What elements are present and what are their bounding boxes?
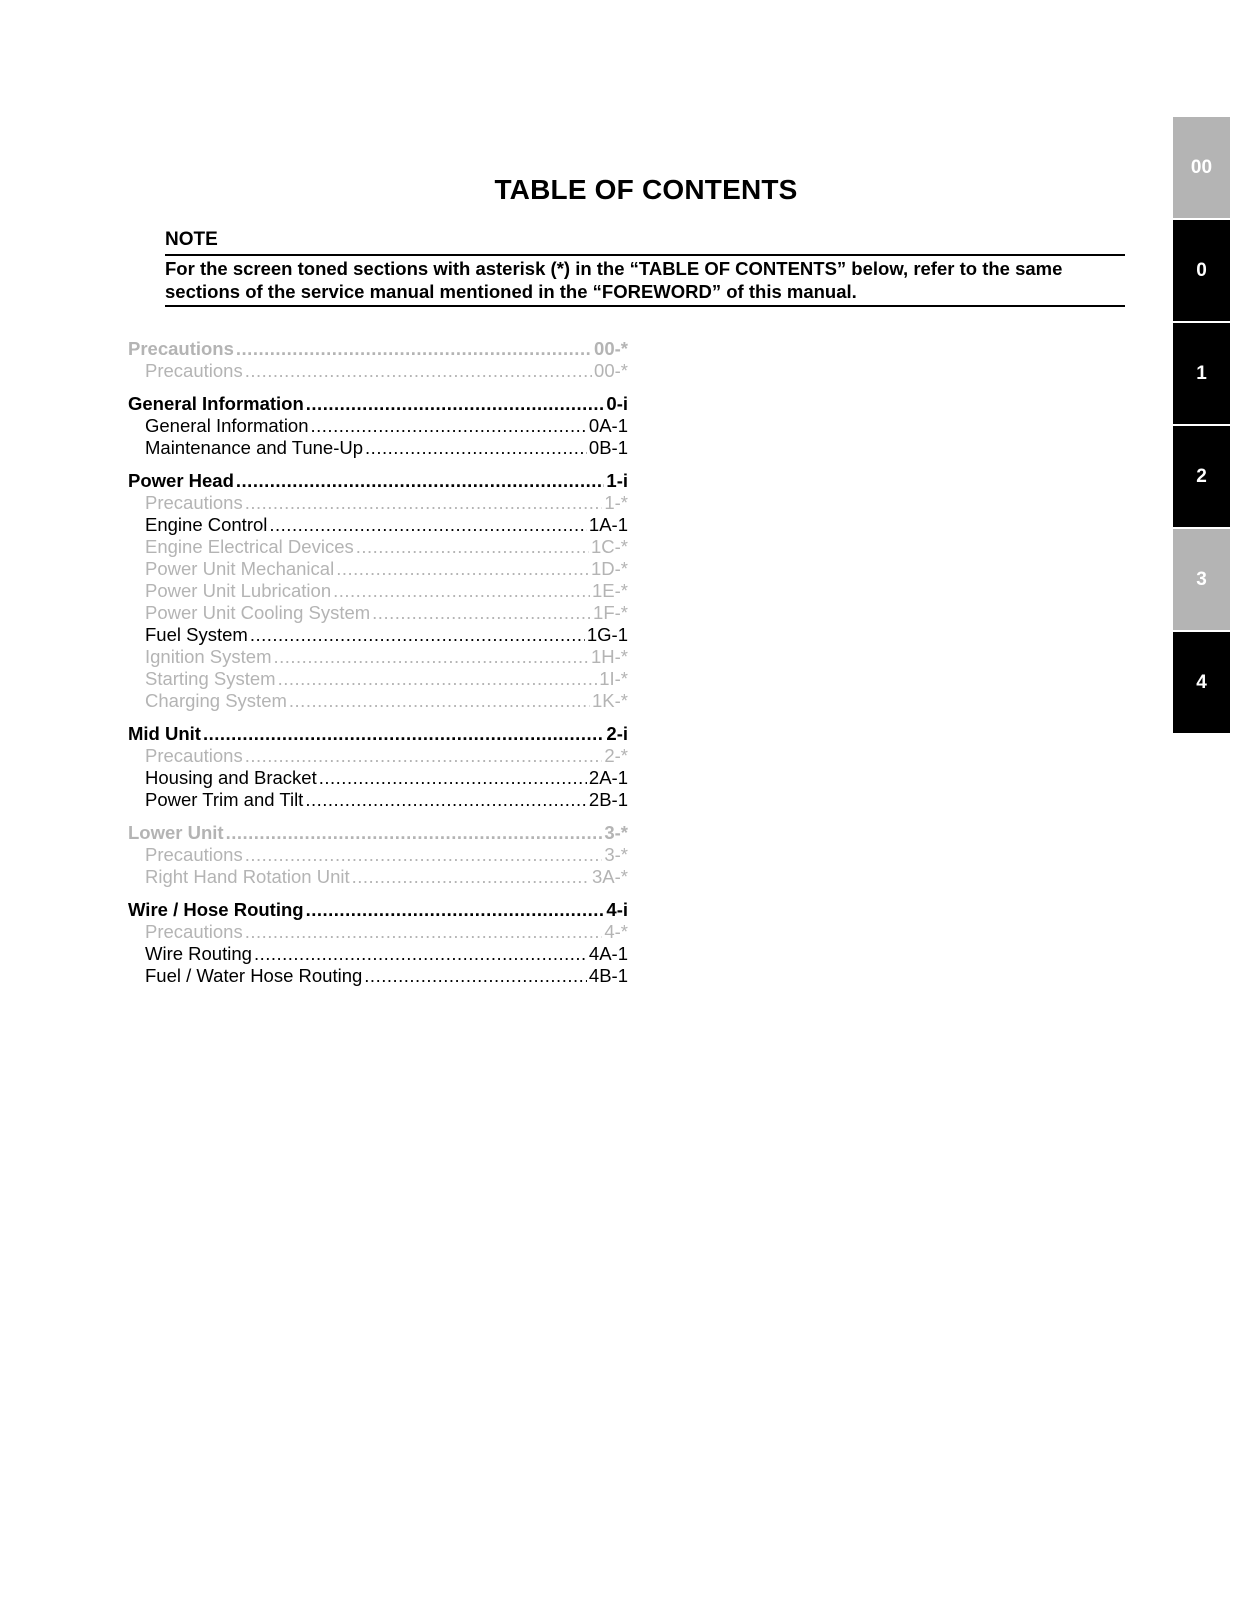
toc-entry-label: Precautions bbox=[145, 844, 243, 865]
section-tab-3[interactable]: 3 bbox=[1173, 529, 1230, 630]
toc-entry-page: 00-* bbox=[594, 360, 628, 381]
toc-section-heading[interactable] bbox=[128, 393, 628, 415]
toc-entry-page: 3A-* bbox=[592, 866, 628, 887]
toc-entry-page: 0A-1 bbox=[588, 415, 628, 436]
dot-leader bbox=[372, 602, 591, 624]
toc-entry-label: Power Unit Lubrication bbox=[145, 580, 332, 601]
toc-entry-page: 4-i bbox=[606, 899, 628, 920]
toc-entry-page: 0B-1 bbox=[588, 437, 628, 458]
section-tabs bbox=[1173, 117, 1230, 735]
toc-entry[interactable] bbox=[128, 921, 628, 943]
dot-leader bbox=[289, 690, 590, 712]
toc-entry-page: 2A-1 bbox=[588, 767, 628, 788]
dot-leader bbox=[203, 723, 604, 745]
toc-entry-label: Fuel System bbox=[145, 624, 248, 645]
toc-entry-page: 2-i bbox=[606, 723, 628, 744]
note-top-rule bbox=[165, 254, 1125, 256]
toc-entry[interactable] bbox=[128, 866, 628, 888]
dot-leader bbox=[245, 844, 603, 866]
dot-leader bbox=[245, 360, 592, 382]
toc-section-heading[interactable] bbox=[128, 723, 628, 745]
toc-section bbox=[128, 723, 628, 811]
toc-entry[interactable] bbox=[128, 745, 628, 767]
toc-section-heading[interactable] bbox=[128, 899, 628, 921]
section-tab-2[interactable]: 2 bbox=[1173, 426, 1230, 527]
dot-leader bbox=[356, 536, 589, 558]
dot-leader bbox=[364, 965, 587, 987]
dot-leader bbox=[236, 470, 605, 492]
dot-leader bbox=[226, 822, 603, 844]
toc-entry[interactable] bbox=[128, 536, 628, 558]
toc-entry-label: Charging System bbox=[145, 690, 287, 711]
toc-entry-label: Fuel / Water Hose Routing bbox=[145, 965, 363, 986]
toc-entry[interactable] bbox=[128, 668, 628, 690]
section-tab-00[interactable]: 00 bbox=[1173, 117, 1230, 218]
toc-entry-page: 1A-1 bbox=[588, 514, 628, 535]
toc-entry-label: Engine Control bbox=[145, 514, 268, 535]
toc-entry-label: Power Trim and Tilt bbox=[145, 789, 304, 810]
toc-entry[interactable] bbox=[128, 789, 628, 811]
toc-entry[interactable] bbox=[128, 602, 628, 624]
toc-entry-label: Ignition System bbox=[145, 646, 272, 667]
toc-entry-page: 1H-* bbox=[590, 646, 628, 667]
dot-leader bbox=[236, 338, 592, 360]
toc-section bbox=[128, 899, 628, 987]
toc-entry-page: 0-i bbox=[606, 393, 628, 414]
toc-section bbox=[128, 338, 628, 382]
dot-leader bbox=[269, 514, 587, 536]
dot-leader bbox=[245, 745, 603, 767]
toc-entry-label: Starting System bbox=[145, 668, 276, 689]
dot-leader bbox=[352, 866, 590, 888]
toc-entry[interactable] bbox=[128, 646, 628, 668]
toc-entry-page: 1K-* bbox=[592, 690, 628, 711]
toc-entry-label: Engine Electrical Devices bbox=[145, 536, 354, 557]
toc-entry[interactable] bbox=[128, 943, 628, 965]
toc-entry-label: Lower Unit bbox=[128, 822, 224, 843]
toc-entry[interactable] bbox=[128, 767, 628, 789]
dot-leader bbox=[305, 789, 587, 811]
toc-entry-label: Precautions bbox=[145, 745, 243, 766]
note-text: For the screen toned sections with asterisk (*) in the “TABLE OF CONTENTS” below, refer to the same sections of the service manual mentioned in the “FOREWORD” of this manual. bbox=[165, 258, 1063, 302]
toc-entry-page: 2B-1 bbox=[588, 789, 628, 810]
section-tab-0[interactable]: 0 bbox=[1173, 220, 1230, 321]
section-tab-1[interactable]: 1 bbox=[1173, 323, 1230, 424]
dot-leader bbox=[365, 437, 587, 459]
toc-entry-page: 1G-1 bbox=[586, 624, 628, 645]
toc-entry[interactable] bbox=[128, 558, 628, 580]
dot-leader bbox=[306, 393, 605, 415]
toc-section-heading[interactable] bbox=[128, 470, 628, 492]
section-tab-4[interactable]: 4 bbox=[1173, 632, 1230, 733]
toc-entry-page: 1-* bbox=[604, 492, 628, 513]
dot-leader bbox=[245, 921, 603, 943]
toc-section-heading[interactable] bbox=[128, 822, 628, 844]
toc-entry-label: Housing and Bracket bbox=[145, 767, 317, 788]
toc-entry-page: 4-* bbox=[604, 921, 628, 942]
toc-entry-label: Power Unit Mechanical bbox=[145, 558, 335, 579]
dot-leader bbox=[250, 624, 585, 646]
note-bottom-rule bbox=[165, 305, 1125, 307]
toc-entry-page: 1-i bbox=[606, 470, 628, 491]
toc-entry-page: 3-* bbox=[604, 822, 628, 843]
toc-entry-label: Wire Routing bbox=[145, 943, 252, 964]
toc-entry-page: 4A-1 bbox=[588, 943, 628, 964]
toc-entry-label: Power Head bbox=[128, 470, 234, 491]
toc-entry-label: Precautions bbox=[145, 921, 243, 942]
dot-leader bbox=[311, 415, 587, 437]
toc-section-heading[interactable] bbox=[128, 338, 628, 360]
toc-entry-page: 1E-* bbox=[592, 580, 628, 601]
toc-entry-label: Right Hand Rotation Unit bbox=[145, 866, 350, 887]
toc-entry[interactable] bbox=[128, 965, 628, 987]
toc-section bbox=[128, 393, 628, 459]
toc-entry-page: 4B-1 bbox=[588, 965, 628, 986]
toc-entry-label: Wire / Hose Routing bbox=[128, 899, 304, 920]
dot-leader bbox=[273, 646, 589, 668]
toc-entry-label: General Information bbox=[145, 415, 309, 436]
toc-entry[interactable] bbox=[128, 360, 628, 382]
toc-entry[interactable] bbox=[128, 415, 628, 437]
toc-section bbox=[128, 822, 628, 888]
dot-leader bbox=[319, 767, 587, 789]
toc-entry[interactable] bbox=[128, 624, 628, 646]
toc-entry-label: Power Unit Cooling System bbox=[145, 602, 371, 623]
toc-entry[interactable] bbox=[128, 690, 628, 712]
toc-entry-page: 2-* bbox=[604, 745, 628, 766]
toc-entry-label: Precautions bbox=[128, 338, 234, 359]
toc-entry-page: 1F-* bbox=[593, 602, 628, 623]
toc-entry[interactable] bbox=[128, 844, 628, 866]
dot-leader bbox=[333, 580, 590, 602]
toc-entry-page: 00-* bbox=[594, 338, 628, 359]
toc-entry-label: Precautions bbox=[145, 360, 243, 381]
toc-section bbox=[128, 470, 628, 712]
dot-leader bbox=[245, 492, 603, 514]
page-title: TABLE OF CONTENTS bbox=[494, 174, 798, 205]
toc-entry-page: 1C-* bbox=[590, 536, 628, 557]
toc-entry[interactable] bbox=[128, 492, 628, 514]
toc-entry-label: Precautions bbox=[145, 492, 243, 513]
dot-leader bbox=[306, 899, 605, 921]
dot-leader bbox=[254, 943, 587, 965]
toc-entry[interactable] bbox=[128, 514, 628, 536]
toc-entry-label: Mid Unit bbox=[128, 723, 201, 744]
note-label: NOTE bbox=[165, 229, 218, 250]
toc-entry-label: General Information bbox=[128, 393, 304, 414]
dot-leader bbox=[278, 668, 598, 690]
toc-entry[interactable] bbox=[128, 437, 628, 459]
toc-entry-page: 1D-* bbox=[590, 558, 628, 579]
toc-entry[interactable] bbox=[128, 580, 628, 602]
toc-entry-page: 1I-* bbox=[599, 668, 628, 689]
dot-leader bbox=[336, 558, 589, 580]
toc-entry-label: Maintenance and Tune-Up bbox=[145, 437, 364, 458]
table-of-contents bbox=[128, 338, 628, 998]
toc-entry-page: 3-* bbox=[604, 844, 628, 865]
